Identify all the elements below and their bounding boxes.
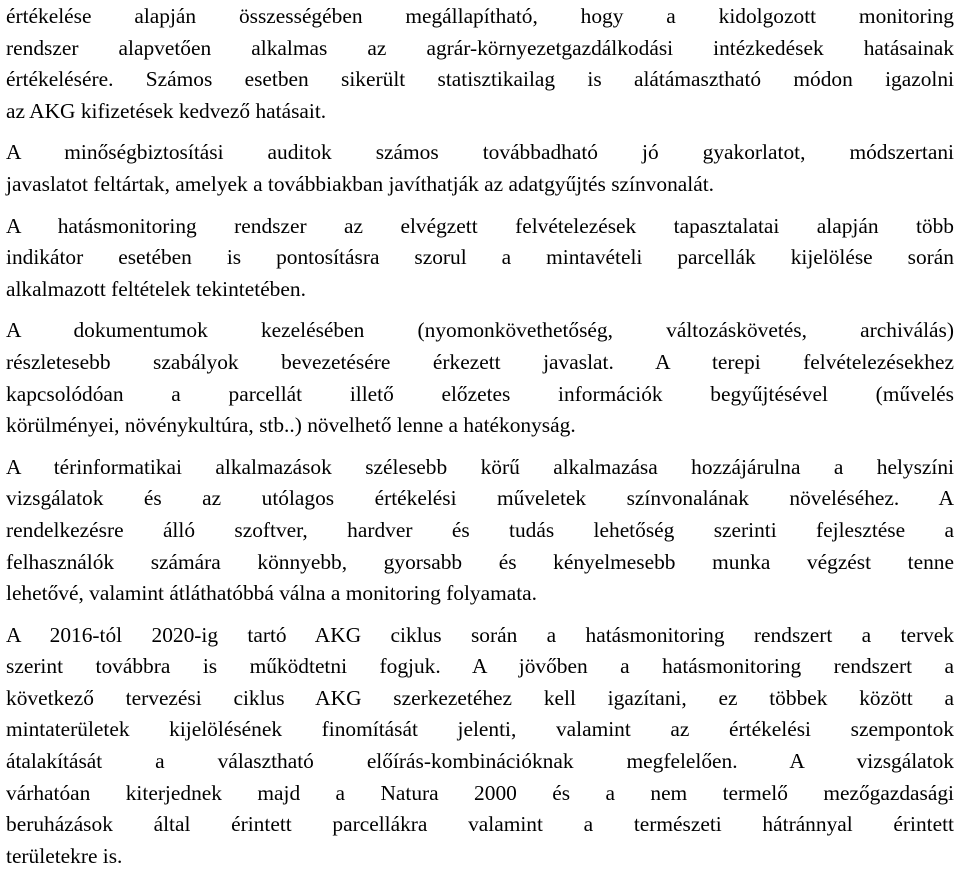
text-line: értékelése alapján összességében megállapítható, hogy a kidolgozott monitoring bbox=[6, 4, 954, 28]
paragraph-gis-applications bbox=[6, 452, 954, 610]
text-line: szerint továbbra is működtetni fogjuk. A jövőben a hatásmonitoring rendszert a bbox=[6, 654, 954, 679]
text-line: területekre is. bbox=[6, 843, 123, 868]
text-line: részletesebb szabályok bevezetésére érkezett javaslat. A terepi felvételezésekhez bbox=[6, 349, 954, 374]
text-line: körülményei, növénykultúra, stb..) növelhető lenne a hatékonyság. bbox=[6, 413, 576, 438]
paragraph-akg-cycle bbox=[6, 620, 954, 872]
text-line: következő tervezési ciklus AKG szerkezetéhez kell igazítani, ez többek között a bbox=[6, 685, 954, 710]
text-line: alkalmazott feltételek tekintetében. bbox=[6, 276, 306, 301]
text-line: értékelésére. Számos esetben sikerült statisztikailag is alátámasztható módon igazolni bbox=[6, 67, 954, 92]
text-line: A minőségbiztosítási auditok számos továbbadható jó gyakorlatot, módszertani bbox=[6, 140, 954, 165]
text-line: A 2016-tól 2020-ig tartó AKG ciklus során a hatásmonitoring rendszert a tervek bbox=[6, 622, 954, 647]
text-line: átalakítását a választható előírás-kombinációknak megfelelően. A vizsgálatok bbox=[6, 749, 954, 774]
text-line: várhatóan kiterjednek majd a Natura 2000 és a nem termelő mezőgazdasági bbox=[6, 780, 954, 805]
text-line: beruházások által érintett parcellákra valamint a természeti hátránnyal érintett bbox=[6, 812, 954, 837]
text-line: A hatásmonitoring rendszer az elvégzett felvételezések tapasztalatai alapján több bbox=[6, 213, 954, 238]
text-line: A dokumentumok kezelésében (nyomonkövethetőség, változáskövetés, archiválás) bbox=[6, 318, 954, 343]
text-line: rendelkezésre álló szoftver, hardver és tudás lehetőség szerinti fejlesztése a bbox=[6, 517, 954, 542]
text-line: lehetővé, valamint átláthatóbbá válna a monitoring folyamata. bbox=[6, 581, 538, 606]
paragraph-quality-audits bbox=[6, 137, 954, 200]
text-line: felhasználók számára könnyebb, gyorsabb és kényelmesebb munka végzést tenne bbox=[6, 549, 954, 574]
text-line: A térinformatikai alkalmazások szélesebb körű alkalmazása hozzájárulna a helyszíni bbox=[6, 454, 954, 479]
text-line: javaslatot feltártak, amelyek a továbbiakban javíthatják az adatgyűjtés színvonalát. bbox=[6, 171, 714, 196]
paragraph-conclusion bbox=[6, 1, 954, 127]
text-line: mintaterületek kijelölésének finomítását jelenti, valamint az értékelési szempontok bbox=[6, 717, 954, 742]
text-line: kapcsolódóan a parcellát illető előzetes információk begyűjtésével (művelés bbox=[6, 381, 954, 406]
paragraph-document-handling bbox=[6, 315, 954, 441]
text-line: indikátor esetében is pontosításra szorul a mintavételi parcellák kijelölése során bbox=[6, 245, 954, 270]
paragraph-impact-monitoring bbox=[6, 211, 954, 306]
text-line: az AKG kifizetések kedvező hatásait. bbox=[6, 98, 327, 123]
text-line: rendszer alapvetően alkalmas az agrár-környezetgazdálkodási intézkedések hatásainak bbox=[6, 35, 954, 60]
text-line: vizsgálatok és az utólagos értékelési műveletek színvonalának növeléséhez. A bbox=[6, 486, 954, 511]
